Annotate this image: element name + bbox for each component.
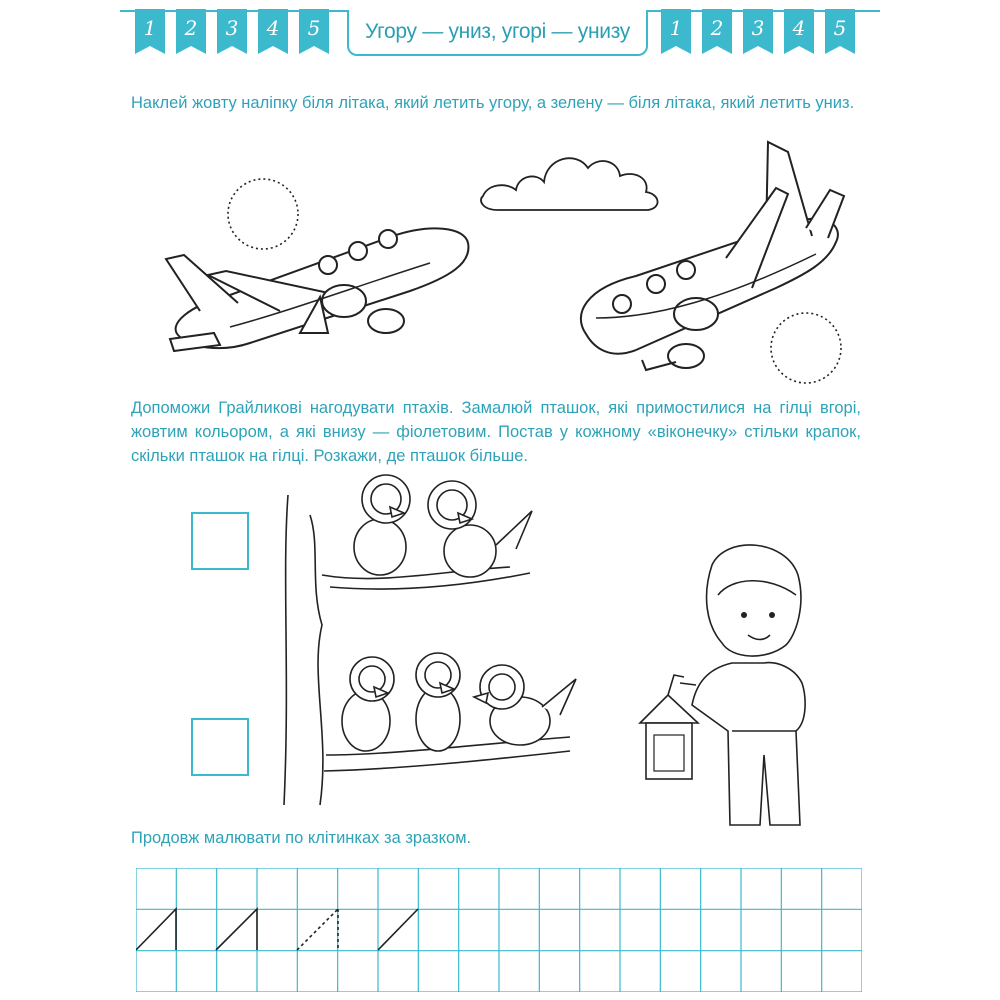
count-box-bottom[interactable] — [191, 718, 249, 776]
tree-with-birds-illustration — [270, 475, 590, 820]
header-flag-number: 2 — [710, 16, 724, 40]
bird-top-2 — [428, 481, 532, 577]
header-flag-number: 2 — [184, 16, 198, 40]
header-flag — [216, 8, 248, 56]
header-flag-number: 3 — [751, 16, 765, 40]
grid-sample-pattern — [136, 909, 418, 950]
header-flag-number: 5 — [307, 16, 321, 40]
page-title-banner — [347, 10, 648, 56]
bird-bottom-2 — [416, 653, 460, 751]
header-flag-number: 5 — [833, 16, 847, 40]
grid-sample-stroke-4 — [378, 909, 418, 950]
bird-top-1 — [354, 475, 410, 575]
header-flag — [660, 8, 692, 56]
airplane-up-illustration — [160, 215, 470, 360]
sticker-circle-up — [225, 176, 301, 252]
header-flag-number: 4 — [266, 16, 280, 40]
count-box-top[interactable] — [191, 512, 249, 570]
header-flag — [824, 8, 856, 56]
grid-sample-stroke-1 — [136, 909, 176, 950]
header-flag-number: 1 — [669, 16, 683, 40]
header-flag — [783, 8, 815, 56]
grid-sample-stroke-2 — [216, 909, 257, 950]
page-title: Угору — униз, угорі — унизу — [364, 20, 631, 43]
header-flag — [134, 8, 166, 56]
task1-instruction: Наклей жовту наліпку біля літака, який летить угору, а зелену — біля літака, який летить униз. — [131, 94, 855, 112]
header-flag — [257, 8, 289, 56]
task3-instruction: Продовж малювати по клітинках за зразком. — [131, 829, 472, 847]
header-flag-number: 3 — [225, 16, 239, 40]
bird-bottom-1 — [342, 657, 394, 751]
header-flag-number: 1 — [143, 16, 157, 40]
task2-instruction: Допоможи Грайликові нагодувати птахів. Замалюй пташок, які примостилися на гілці вгорі, жовтим кольором, а які внизу — фіолетовим. Постав у кожному «віконечку» стільки крапок, скільки пташок на гілці. Розкажи, де пташок більше. — [131, 399, 861, 465]
header-flag — [298, 8, 330, 56]
boy-with-birdfeeder-illustration — [636, 535, 816, 840]
drawing-grid[interactable] — [136, 868, 862, 992]
header-flag — [175, 8, 207, 56]
sticker-circle-down — [768, 310, 844, 386]
grid-sample-stroke-3 — [297, 909, 338, 950]
bird-bottom-3 — [474, 665, 576, 745]
header-flag-number: 4 — [792, 16, 806, 40]
header-flag — [742, 8, 774, 56]
header-flag — [701, 8, 733, 56]
